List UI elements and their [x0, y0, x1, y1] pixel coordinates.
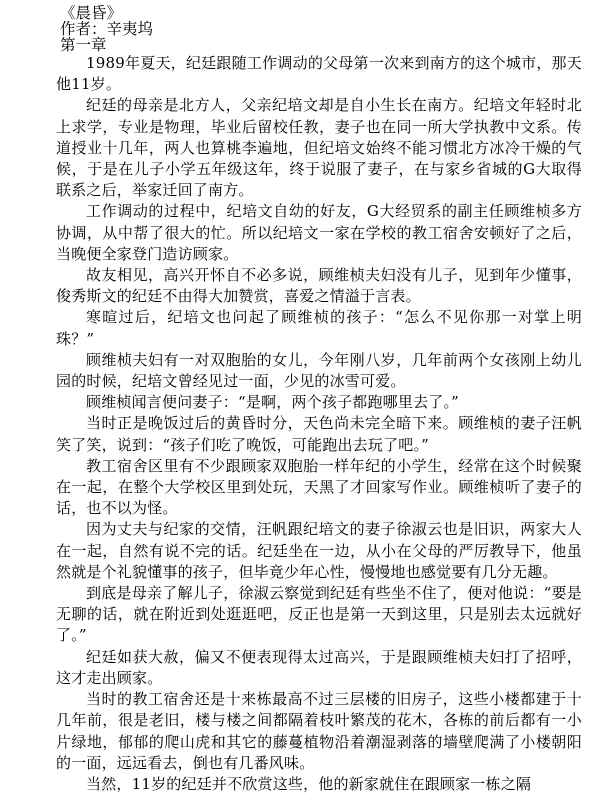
paragraph: 当时的教工宿舍还是十来栋最高不过三层楼的旧房子，这些小楼都建于十几年前，很是老旧，楼与楼之间都隔着枝叶繁茂的花木，各栋的前后都有一小片绿地，郁郁的爬山虎和其它的藤蔓植物沿着潮湿剥落的墙壁爬满了小楼朝阳的一面，远远看去，倒也有几番风味。: [56, 690, 582, 772]
paragraph: 工作调动的过程中，纪培文自幼的好友，G大经贸系的副主任顾维桢多方协调，从中帮了很大的忙。所以纪培文一家在学校的教工宿舍安顿好了之后，当晚便全家登门造访顾家。: [56, 202, 582, 263]
book-author: 作者：辛夷坞: [60, 20, 154, 38]
paragraph: 顾维桢闻言便问妻子：“是啊，两个孩子都跑哪里去了。”: [86, 393, 460, 412]
paragraph: 故友相见，高兴开怀自不必多说，顾维桢夫妇没有儿子，见到年少懂事，俊秀斯文的纪廷不由得大加赞赏，喜爱之情溢于言表。: [56, 266, 582, 306]
paragraph: 1989年夏天，纪廷跟随工作调动的父母第一次来到南方的这个城市，那天他11岁。: [56, 54, 582, 94]
paragraph: 当然，11岁的纪廷并不欣赏这些，他的新家就住在跟顾家一栋之隔: [86, 774, 532, 793]
chapter-body: [0, 53, 590, 795]
paragraph: 教工宿舍区里有不少跟顾家双胞胎一样年纪的小学生，经常在这个时候聚在一起，在整个大学校区里到处玩，天黑了才回家写作业。顾维桢听了妻子的话，也不以为怪。: [56, 456, 582, 518]
paragraph: 到底是母亲了解儿子，徐淑云察觉到纪廷有些坐不住了，便对他说：“要是无聊的话，就在附近到处逛逛吧，反正也是第一天到这里，只是别去太远就好了。”: [56, 584, 582, 645]
paragraph: 当时正是晚饭过后的黄昏时分，天色尚未完全暗下来。顾维桢的妻子汪帆笑了笑，说到：“孩子们吃了晚饭，可能跑出去玩了吧。”: [56, 414, 582, 454]
paragraph: 纪廷的母亲是北方人，父亲纪培文却是自小生长在南方。纪培文年轻时北上求学，专业是物理，毕业后留校任教，妻子也在同一所大学执教中文系。传道授业十几年，两人也算桃李遍地，但纪培文始终不能习惯北方冰冷干燥的气候，于是在儿子小学五年级这年，终于说服了妻子，在与家乡省城的G大取得联系之后，举家迁回了南方。: [56, 96, 582, 200]
chapter-heading: 第一章: [60, 36, 107, 54]
paragraph: 纪廷如获大赦，偏又不便表现得太过高兴，于是跟顾维桢夫妇打了招呼，这才走出顾家。: [56, 647, 582, 687]
book-title: 《晨昏》: [60, 4, 123, 22]
paragraph: 顾维桢夫妇有一对双胞胎的女儿，今年刚八岁，几年前两个女孩刚上幼儿园的时候，纪培文曾经见过一面，少见的冰雪可爱。: [56, 350, 582, 391]
paragraph: 因为丈夫与纪家的交情，汪帆跟纪培文的妻子徐淑云也是旧识，两家大人在一起，自然有说不完的话。纪廷坐在一边，从小在父母的严厉教导下，他虽然就是个礼貌懂事的孩子，但毕竟少年心性，慢慢地也感觉要有几分无趣。: [56, 520, 582, 581]
paragraph: 寒暄过后，纪培文也问起了顾维桢的孩子：“怎么不见你那一对掌上明珠？”: [56, 308, 582, 348]
